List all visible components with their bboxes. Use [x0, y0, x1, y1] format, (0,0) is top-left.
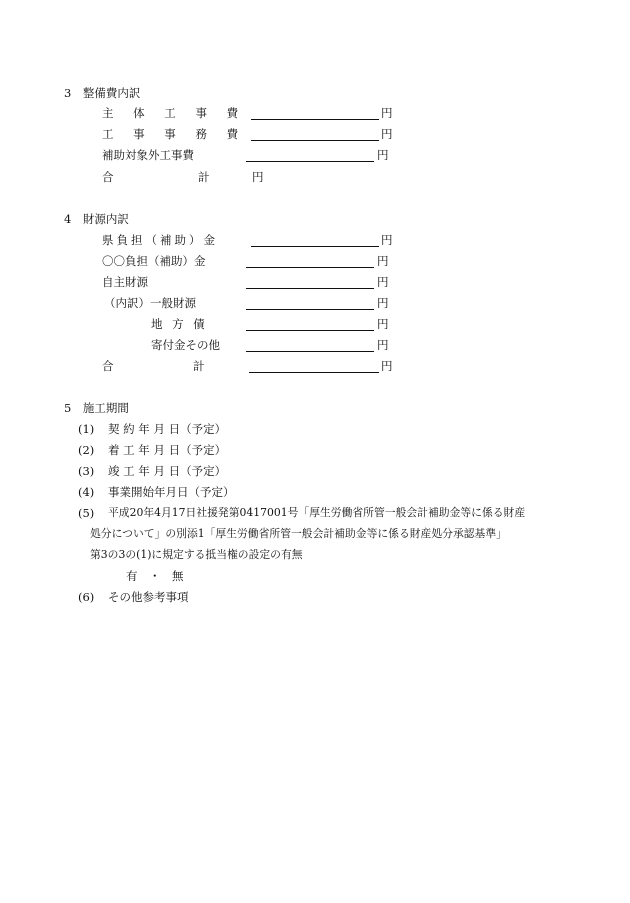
item-number: (6) — [78, 590, 95, 604]
mortgage-paragraph-line3: 第3の3の(1)に規定する抵当権の設定の有無 — [90, 548, 303, 561]
mortgage-paragraph-line1: 平成20年4月17日社援発第0417001号「厚生労働省所管一般会計補助金等に係る財産 — [108, 506, 526, 519]
item-number: (5) — [78, 506, 95, 520]
yen-unit: 円 — [377, 317, 389, 331]
local-bond-field[interactable] — [246, 330, 374, 331]
yen-unit: 円 — [381, 127, 393, 141]
other-subsidy-field[interactable] — [246, 267, 374, 268]
other-reference-label: その他参考事項 — [108, 590, 189, 604]
yen-unit: 円 — [381, 233, 393, 247]
non-subsidy-cost-label: 補助対象外工事費 — [102, 148, 194, 162]
completion-date-label: 竣 工 年 月 日（予定） — [108, 464, 227, 478]
business-start-date-label: 事業開始年月日（予定） — [108, 485, 235, 499]
funding-total-field[interactable] — [249, 372, 379, 373]
mortgage-choice[interactable]: 有 ・ 無 — [126, 569, 184, 583]
yen-unit: 円 — [381, 359, 393, 373]
yen-unit: 円 — [377, 148, 389, 162]
own-funds-field[interactable] — [246, 288, 374, 289]
own-funds-label: 自主財源 — [102, 275, 148, 289]
donations-label: 寄付金その他 — [151, 338, 220, 352]
item-number: (2) — [78, 443, 95, 457]
item-number: (1) — [78, 422, 95, 436]
non-subsidy-cost-field[interactable] — [246, 161, 374, 162]
contract-date-label: 契 約 年 月 日（予定） — [108, 422, 227, 436]
section4-heading: 4 財源内訳 — [64, 212, 129, 226]
other-subsidy-label: 〇〇負担（補助）金 — [102, 254, 206, 268]
yen-unit: 円 — [377, 254, 389, 268]
main-construction-cost-label: 主 体 工 事 費 — [102, 106, 247, 120]
item-number: (4) — [78, 485, 95, 499]
yen-unit: 円 — [377, 275, 389, 289]
total-label-left: 合 — [102, 359, 114, 373]
section3-heading: 3 整備費内訳 — [64, 86, 141, 100]
total-label-right: 計 — [193, 359, 205, 373]
section5-heading: 5 施工期間 — [64, 401, 129, 415]
main-construction-cost-field[interactable] — [251, 119, 379, 120]
total-label-left: 合 — [102, 170, 114, 184]
item-number: (3) — [78, 464, 95, 478]
start-date-label: 着 工 年 月 日（予定） — [108, 443, 227, 457]
total-label-right: 計 — [198, 170, 210, 184]
mortgage-paragraph-line2: 処分について」の別添1「厚生労働省所管一般会計補助金等に係る財産処分承認基準」 — [90, 527, 507, 540]
prefecture-subsidy-label: 県負担（補助）金 — [102, 233, 218, 247]
general-funds-label: （内訳）一般財源 — [104, 296, 196, 310]
office-cost-field[interactable] — [251, 140, 379, 141]
prefecture-subsidy-field[interactable] — [251, 246, 379, 247]
yen-unit: 円 — [377, 338, 389, 352]
yen-unit: 円 — [252, 170, 264, 184]
yen-unit: 円 — [377, 296, 389, 310]
general-funds-field[interactable] — [246, 309, 374, 310]
local-bond-label: 地 方 債 — [151, 317, 208, 331]
yen-unit: 円 — [381, 106, 393, 120]
office-cost-label: 工 事 事 務 費 — [102, 127, 247, 141]
donations-field[interactable] — [246, 351, 374, 352]
